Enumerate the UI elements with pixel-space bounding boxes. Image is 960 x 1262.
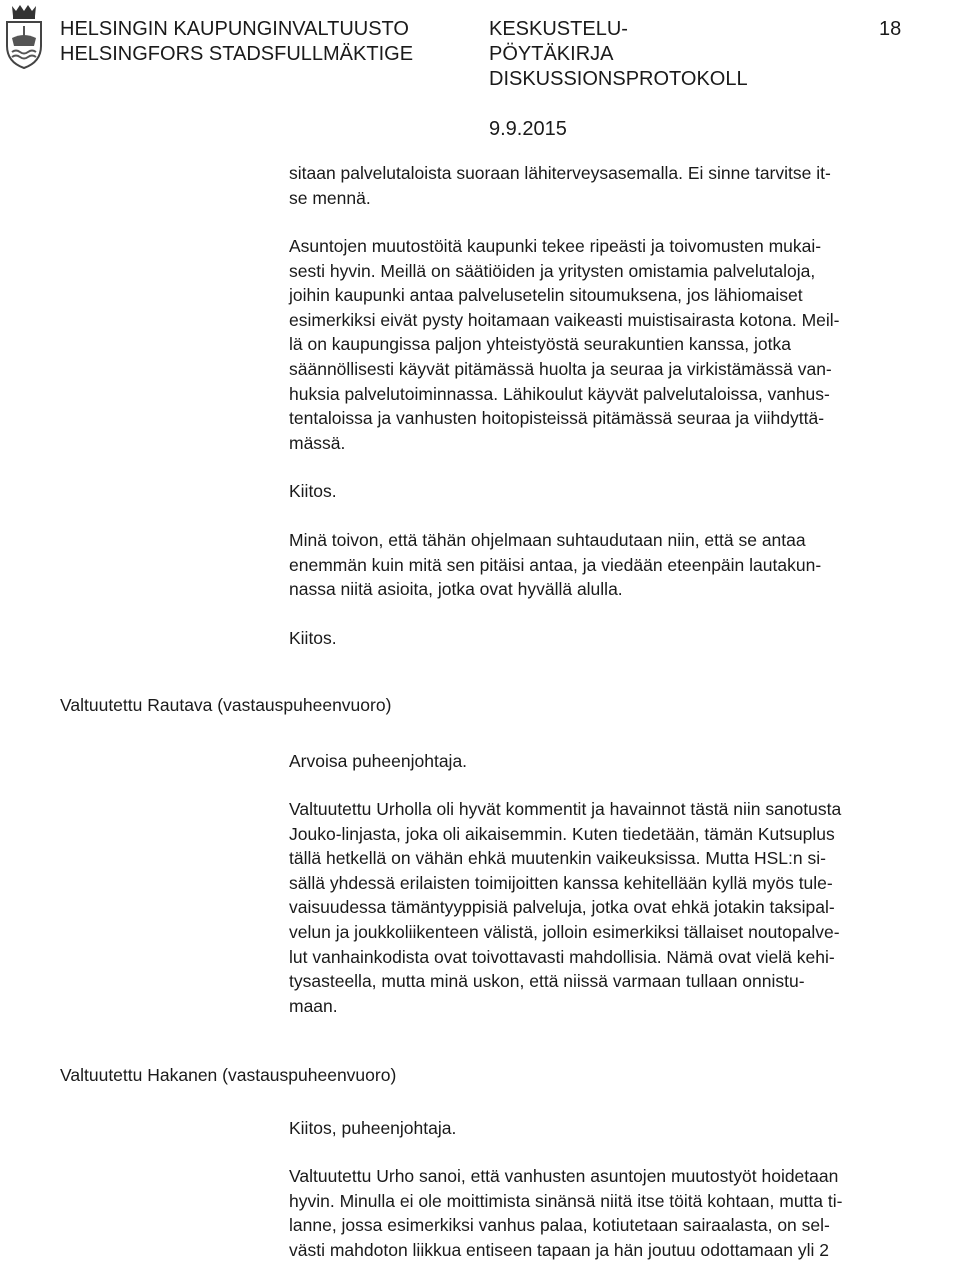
paragraph-line: vaisuudessa tämäntyyppisiä palveluja, jotka ovat ehkä jotakin taksipal- [289,897,835,918]
paragraph-line: lut vanhainkodista ovat toivottavasti mahdollisia. Nämä ovat vielä kehi- [289,946,835,967]
paragraph-line: Kiitos. [289,628,337,648]
paragraph-line: Minä toivon, että tähän ohjelmaan suhtaudutaan niin, että se antaa [289,530,806,550]
city-crest-icon [4,2,44,70]
paragraph-line: sitaan palvelutaloista suoraan lähiterveysasemalla. Ei sinne tarvitse it- [289,163,831,183]
header-title-line3: DISKUSSIONSPROTOKOLL [489,68,748,90]
paragraph-line: lä on kaupungissa paljon yhteistyöstä seurakuntien kanssa, jotka [289,334,791,355]
speaker-heading: Valtuutettu Hakanen (vastauspuheenvuoro) [60,1065,397,1085]
paragraph-line: Kiitos, puheenjohtaja. [289,1118,457,1138]
paragraph [289,1116,959,1141]
paragraph-line: sesti hyvin. Meillä on säätiöiden ja yritysten omistamia palvelutaloja, [289,260,816,281]
paragraph [289,528,959,602]
paragraph-line: Valtuutettu Urholla oli hyvät kommentit ja havainnot tästä niin sanotusta [289,799,842,819]
paragraph-line: huksia palvelutoiminnassa. Lähikoulut käyvät palvelutaloissa, vanhus- [289,383,830,404]
paragraph-line: säännöllisesti käyvät pitämässä huolta ja seuraa ja virkistämässä van- [289,358,832,379]
paragraph-line: tällä hetkellä on vähän ehkä muutenkin vaikeuksissa. Mutta HSL:n si- [289,848,826,869]
paragraph-line: västi mahdoton liikkua entiseen tapaan ja hän joutuu odottamaan yli 2 [289,1239,829,1260]
paragraph-line: tysasteella, mutta minä uskon, että niissä varmaan tullaan onnistu- [289,971,805,992]
paragraph-line: tentaloissa ja vanhusten hoitopisteissä pitämässä seuraa ja viihdyttä- [289,408,825,429]
paragraph [289,749,959,774]
speaker-heading: Valtuutettu Rautava (vastauspuheenvuoro) [60,695,392,715]
paragraph [289,234,959,455]
paragraph-line: lanne, jossa esimerkiksi vanhus palaa, kotiutetaan sairaalasta, on sel- [289,1215,830,1236]
header-title-line1: KESKUSTELU- [489,18,628,40]
paragraph-line: esimerkiksi eivät pysty hoitamaan vaikeasti muistisairasta kotona. Meil- [289,309,840,330]
paragraph-line: Valtuutettu Urho sanoi, että vanhusten asuntojen muutostyöt hoidetaan [289,1166,839,1186]
paragraph-line: Kiitos. [289,481,337,501]
paragraph-line: sällä yhdessä erilaisten toimijoitten kanssa kehitellään kyllä myös tule- [289,872,833,893]
paragraph-line: enemmän kuin mitä sen pitäisi antaa, ja viedään eteenpäin lautakun- [289,554,822,575]
document-date: 9.9.2015 [489,118,567,140]
paragraph-line: hyvin. Minulla ei ole moittimista sinänsä niitä itse töitä kohtaan, mutta ti- [289,1190,843,1211]
paragraph [289,161,959,210]
paragraph-line: mässä. [289,432,346,453]
paragraph-line: Asuntojen muutostöitä kaupunki tekee ripeästi ja toivomusten mukai- [289,236,822,256]
header-title-line2: PÖYTÄKIRJA [489,43,614,65]
paragraph-line: se mennä. [289,187,371,208]
page-number: 18 [879,18,902,40]
header-organization [60,17,413,67]
header-org-sv: HELSINGFORS STADSFULLMÄKTIGE [60,43,414,65]
paragraph-line: joihin kaupunki antaa palvelusetelin sitoumuksena, jos lähiomaiset [289,285,803,306]
paragraph [289,1164,959,1262]
header-document-type [489,17,748,92]
paragraph-line: Arvoisa puheenjohtaja. [289,751,468,771]
header-org-fi: HELSINGIN KAUPUNGINVALTUUSTO [60,18,409,40]
paragraph [289,797,959,1018]
paragraph-line: nassa niitä asioita, jotka ovat hyvällä alulla. [289,579,623,600]
paragraph-line: Jouko-linjasta, joka oli aikaisemmin. Kuten tiedetään, tämän Kutsuplus [289,823,835,844]
paragraph [289,479,959,504]
paragraph-line: maan. [289,995,338,1016]
paragraph-line: velun ja joukkoliikenteen välistä, jolloin esimerkiksi tällaiset noutopalve- [289,921,840,942]
paragraph [289,626,959,651]
